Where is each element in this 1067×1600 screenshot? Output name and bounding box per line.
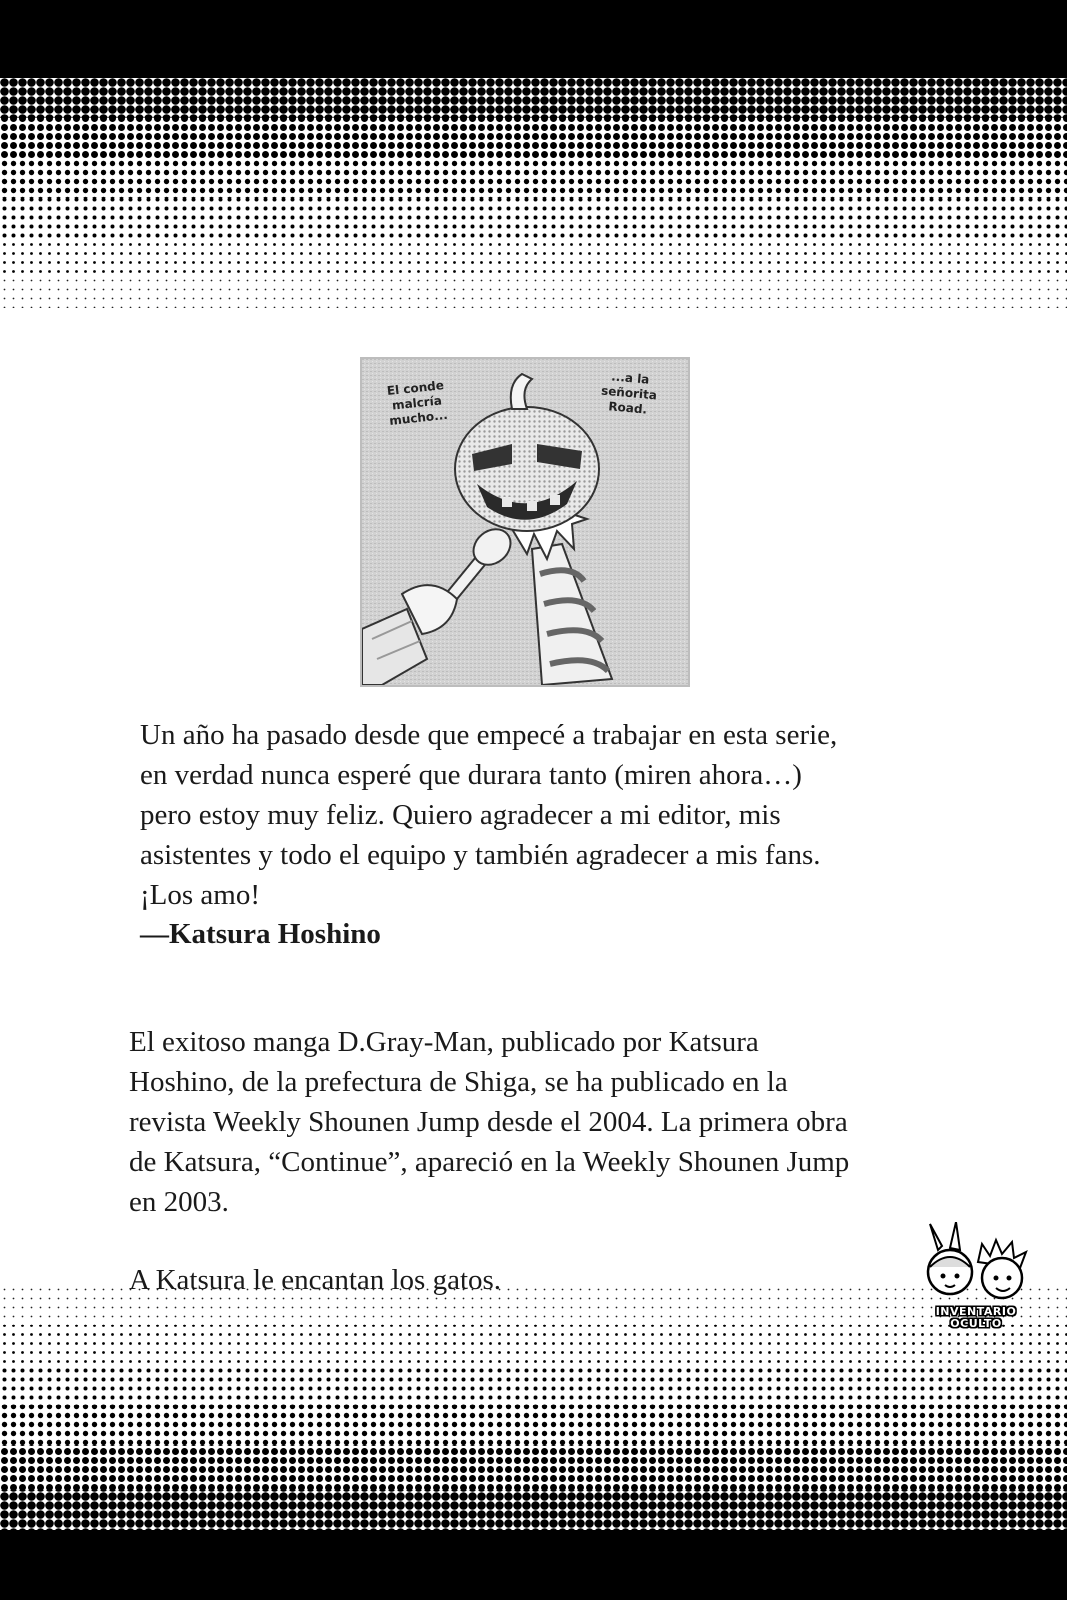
bottom-black-band — [0, 1530, 1067, 1600]
bio-line: revista Weekly Shounen Jump desde el 2004. La primera obra — [129, 1106, 848, 1138]
bio-footnote: A Katsura le encantan los gatos. — [129, 1264, 502, 1296]
author-comment — [140, 715, 960, 915]
logo-characters-icon — [920, 1222, 1032, 1312]
pumpkin-illustration — [360, 357, 690, 687]
bio-line: Hoshino, de la prefectura de Shiga, se ha publicado en la — [129, 1066, 788, 1098]
comment-line: ¡Los amo! — [140, 879, 260, 911]
logo-text — [920, 1306, 1032, 1330]
comment-line: asistentes y todo el equipo y también agradecer a mis fans. — [140, 839, 821, 871]
bio-line: de Katsura, “Continue”, apareció en la Weekly Shounen Jump — [129, 1146, 850, 1178]
bio-line: en 2003. — [129, 1186, 229, 1218]
inventario-oculto-logo — [920, 1222, 1032, 1340]
bio-line: El exitoso manga D.Gray-Man, publicado por Katsura — [129, 1026, 759, 1058]
author-signature: —Katsura Hoshino — [140, 918, 381, 950]
top-black-band — [0, 0, 1067, 78]
speech-text-left: El conde malcría mucho... — [386, 378, 449, 428]
top-halftone-band — [0, 78, 1067, 308]
bottom-halftone-band — [0, 1285, 1067, 1535]
comment-line: en verdad nunca esperé que durara tanto (miren ahora…) — [140, 759, 802, 791]
comment-line: pero estoy muy feliz. Quiero agradecer a mi editor, mis — [140, 799, 781, 831]
logo-line-1: INVENTARIO — [935, 1305, 1017, 1318]
logo-line-2: OCULTO — [950, 1317, 1002, 1330]
author-bio — [129, 1022, 989, 1222]
comment-line: Un año ha pasado desde que empecé a trabajar en esta serie, — [140, 719, 838, 751]
speech-text-right: ...a la señorita Road. — [600, 369, 658, 417]
